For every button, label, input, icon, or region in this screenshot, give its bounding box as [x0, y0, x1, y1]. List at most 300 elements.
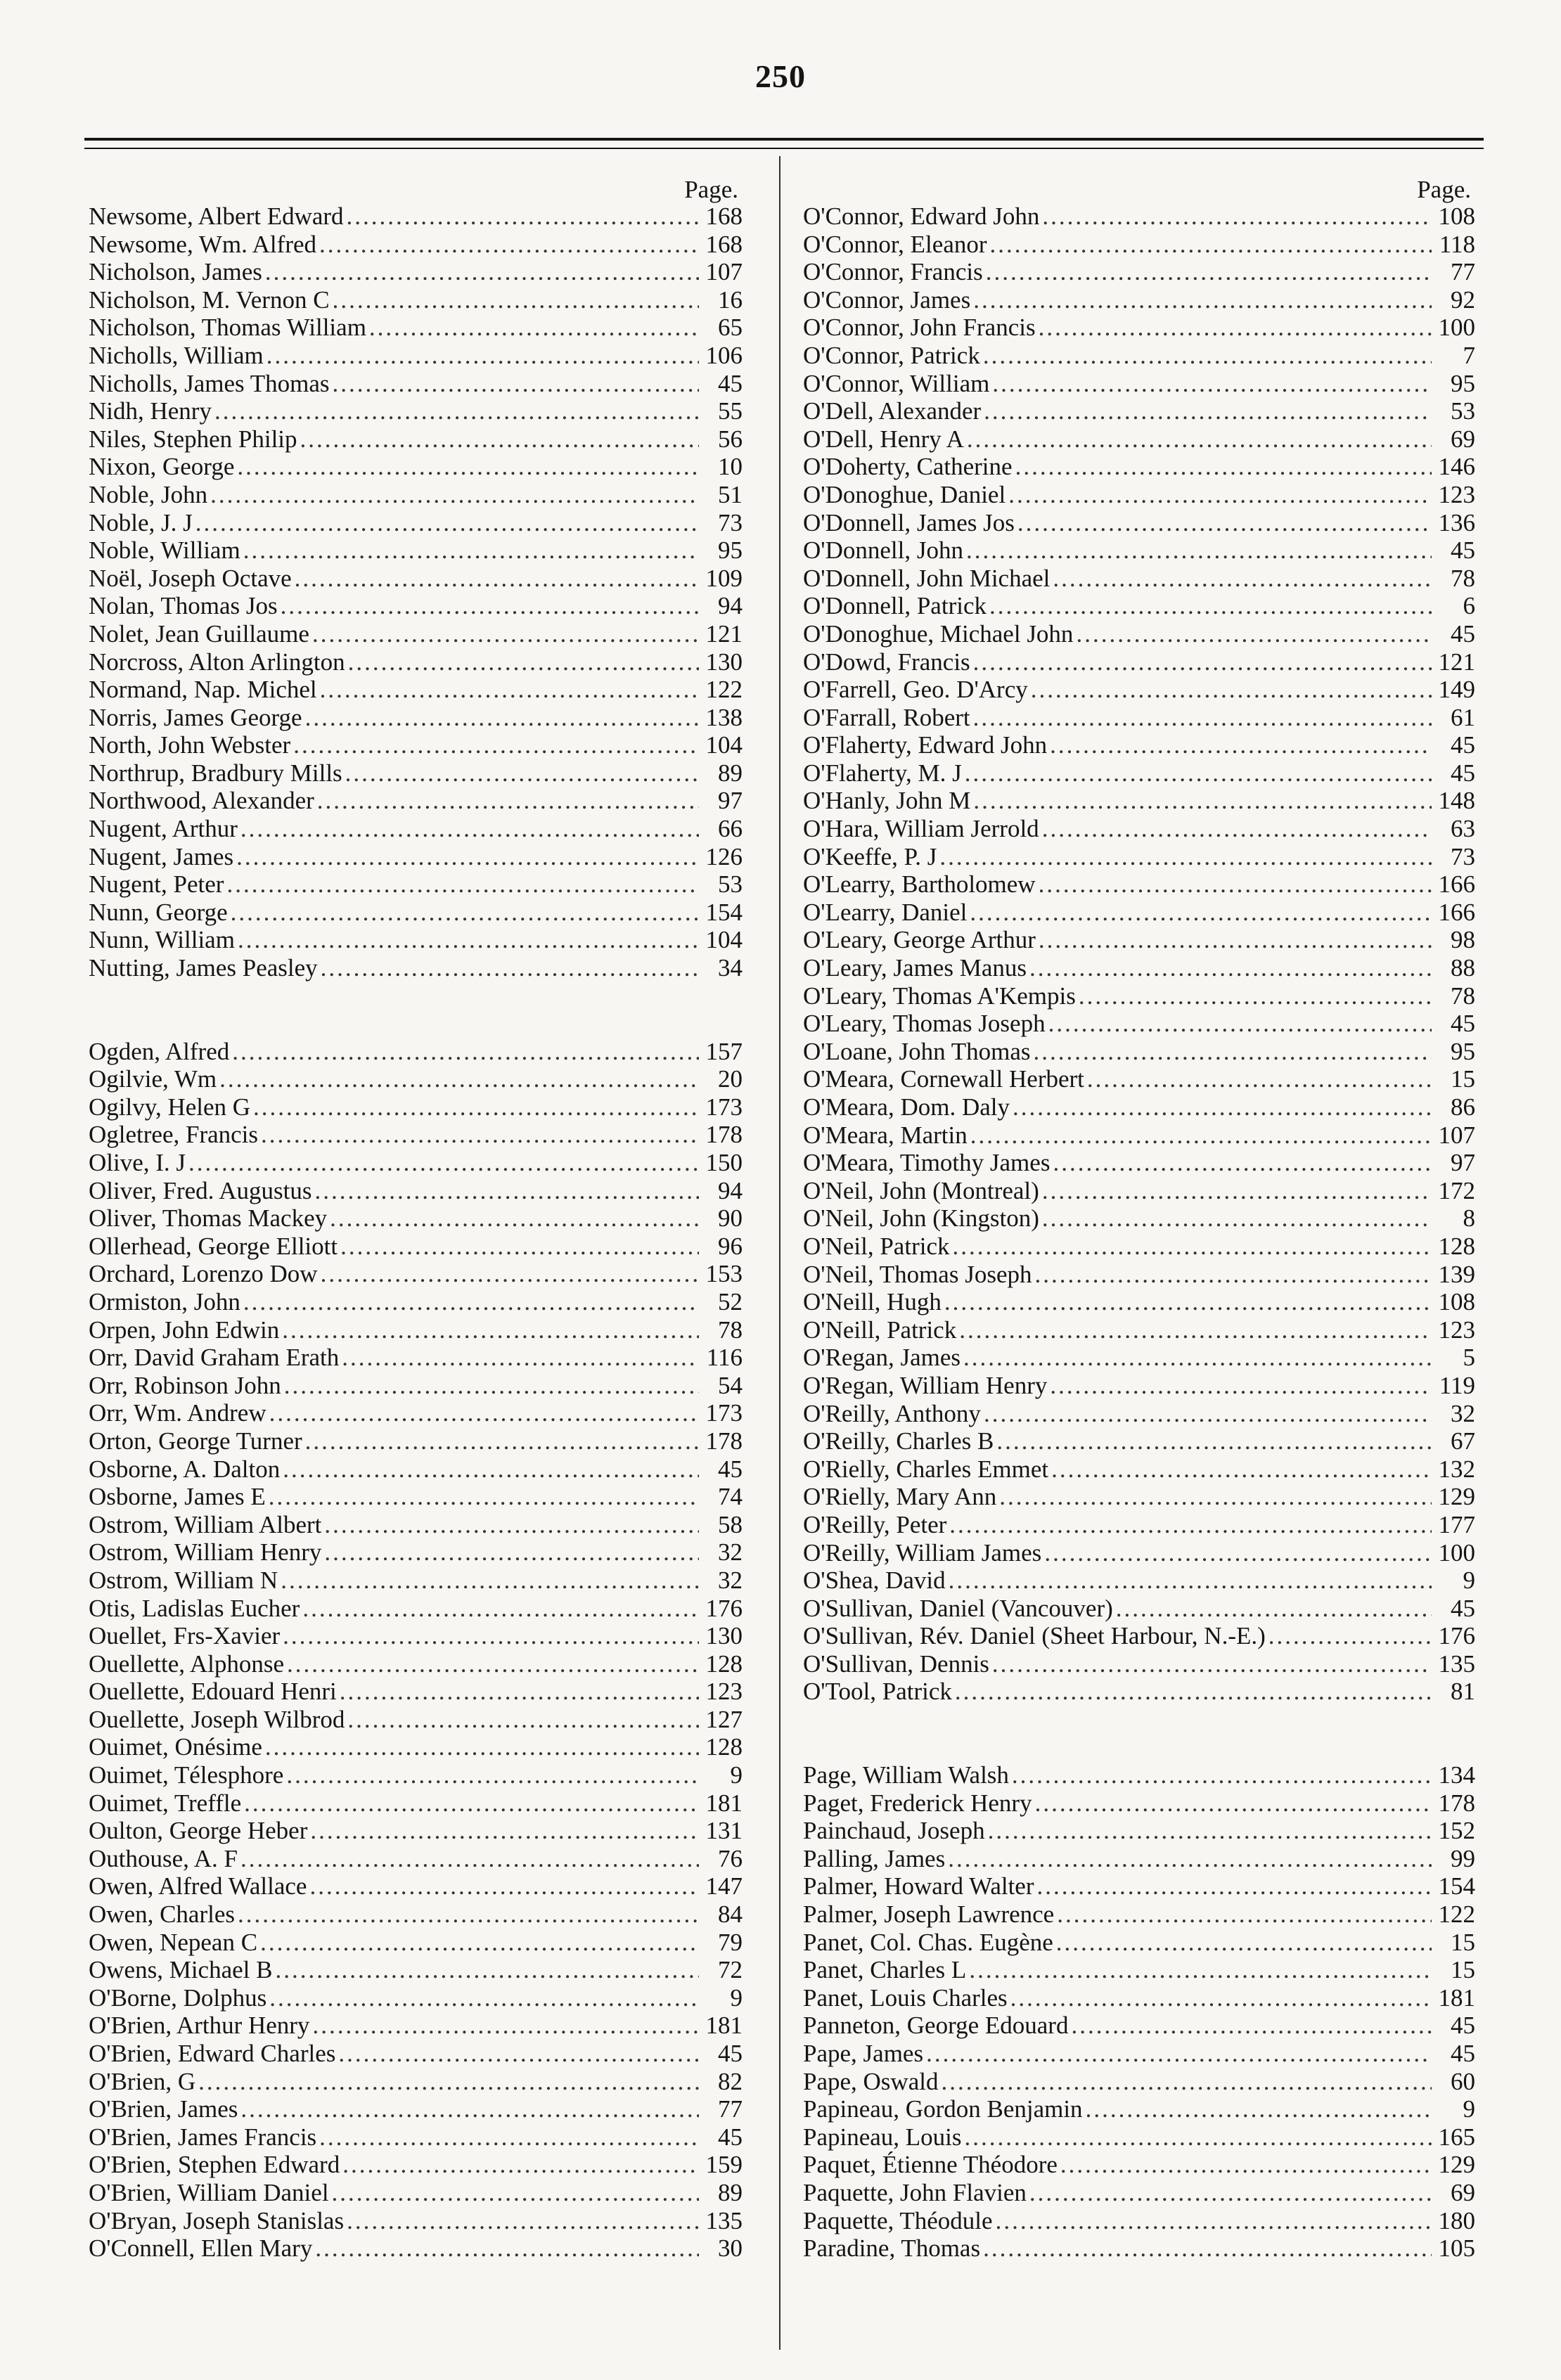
dot-leader	[983, 2234, 1432, 2263]
index-entry	[89, 1316, 743, 1344]
entry-page-number: 9	[1463, 1567, 1475, 1595]
index-entry	[89, 2151, 743, 2179]
entry-group-n	[89, 202, 743, 982]
entry-name: Nicholls, William	[89, 341, 264, 369]
index-entry	[803, 1622, 1475, 1650]
entry-page-number: 84	[718, 1900, 743, 1929]
dot-leader	[243, 536, 699, 565]
index-entry	[89, 954, 743, 982]
entry-page-number: 123	[1438, 1316, 1475, 1344]
entry-page-number: 34	[718, 954, 743, 982]
entry-name: Ouimet, Treffle	[89, 1789, 242, 1817]
dot-leader	[282, 1316, 699, 1344]
dot-leader	[949, 1567, 1432, 1595]
dot-leader	[1029, 954, 1432, 982]
entry-page-number: 32	[1451, 1399, 1475, 1427]
entry-name: Niles, Stephen Philip	[89, 425, 297, 453]
entry-name: Ouellette, Joseph Wilbrod	[89, 1705, 345, 1733]
entry-name: Paquette, Théodule	[803, 2206, 993, 2234]
dot-leader	[992, 1650, 1432, 1678]
dot-leader	[970, 1121, 1432, 1150]
entry-page-number: 97	[1451, 1149, 1475, 1177]
index-entry	[89, 1233, 743, 1261]
dot-leader	[1015, 453, 1432, 481]
entry-page-number: 139	[1438, 1260, 1475, 1288]
entry-name: Ostrom, William Albert	[89, 1510, 322, 1538]
entry-page-number: 165	[1438, 2123, 1475, 2151]
entry-name: Papineau, Gordon Benjamin	[803, 2095, 1083, 2123]
dot-leader	[1008, 481, 1432, 509]
entry-page-number: 76	[718, 1844, 743, 1872]
index-entry	[89, 2012, 743, 2040]
entry-page-number: 128	[705, 1649, 743, 1678]
entry-name: Pape, James	[803, 2040, 924, 2067]
index-entry	[89, 1567, 743, 1595]
dot-leader	[260, 1929, 699, 1957]
index-entry	[89, 1706, 743, 1734]
entry-name: Ouellette, Alphonse	[89, 1649, 285, 1678]
dot-leader	[959, 1316, 1432, 1344]
index-entry	[803, 1789, 1475, 1818]
entry-page-number: 123	[1438, 480, 1475, 508]
entry-name: North, John Webster	[89, 731, 291, 759]
dot-leader	[340, 1233, 699, 1261]
index-entry	[89, 258, 743, 286]
dot-leader	[320, 676, 699, 704]
entry-name: Ogden, Alfred	[89, 1037, 230, 1065]
entry-name: Ouimet, Onésime	[89, 1733, 262, 1761]
dot-leader	[283, 1622, 699, 1650]
entry-page-number: 96	[718, 1232, 743, 1260]
index-entry	[803, 954, 1475, 982]
dot-leader	[324, 1511, 699, 1539]
entry-page-number: 178	[705, 1121, 743, 1149]
index-entry	[803, 536, 1475, 565]
entry-name: O'Meara, Timothy James	[803, 1149, 1051, 1177]
entry-page-number: 178	[1438, 1789, 1475, 1817]
entry-page-number: 130	[705, 1622, 743, 1650]
dot-leader	[324, 1538, 699, 1567]
index-entry	[803, 1678, 1475, 1706]
entry-name: Noble, J. J	[89, 508, 193, 536]
index-entry	[89, 286, 743, 314]
entry-name: O'Reilly, Anthony	[803, 1399, 981, 1427]
entry-name: O'Connor, John Francis	[803, 314, 1036, 342]
entry-page-number: 116	[706, 1344, 743, 1372]
entry-page-number: 92	[1451, 285, 1475, 314]
entry-page-number: 45	[1451, 536, 1475, 565]
index-entry	[803, 1233, 1475, 1261]
index-entry	[803, 1872, 1475, 1900]
dot-leader	[319, 231, 699, 259]
index-entry	[803, 648, 1475, 676]
dot-leader	[275, 1956, 699, 1984]
dot-leader	[266, 342, 699, 370]
entry-page-number: 51	[718, 480, 743, 508]
entry-group-o	[89, 1038, 743, 2263]
dot-leader	[1053, 1149, 1432, 1177]
entry-page-number: 172	[1438, 1176, 1475, 1204]
entry-page-number: 99	[1451, 1844, 1475, 1872]
entry-name: O'Sullivan, Rév. Daniel (Sheet Harbour, N.-E.)	[803, 1622, 1266, 1650]
dot-leader	[984, 1400, 1432, 1428]
index-entry	[803, 704, 1475, 732]
entry-name: O'Tool, Patrick	[803, 1678, 952, 1706]
entry-page-number: 94	[718, 1176, 743, 1204]
entry-page-number: 149	[1438, 676, 1475, 704]
header-rule-thick	[84, 138, 1484, 141]
entry-name: Orpen, John Edwin	[89, 1316, 280, 1344]
index-entry	[803, 1316, 1475, 1344]
dot-leader	[321, 1260, 699, 1288]
index-entry	[803, 815, 1475, 843]
dot-leader	[253, 1093, 699, 1121]
index-entry	[89, 926, 743, 954]
entry-name: O'Dell, Alexander	[803, 397, 982, 425]
index-entry	[803, 1984, 1475, 2012]
dot-leader	[240, 815, 699, 843]
index-entry	[89, 370, 743, 398]
dot-leader	[965, 759, 1432, 787]
dot-leader	[1042, 1204, 1432, 1233]
dot-leader	[347, 2207, 699, 2235]
entry-name: O'Brien, James	[89, 2095, 238, 2123]
index-entry	[89, 1065, 743, 1093]
dot-leader	[1039, 926, 1432, 954]
index-entry	[89, 676, 743, 704]
entry-name: Norcross, Alton Arlington	[89, 648, 345, 676]
dot-leader	[340, 1678, 699, 1706]
entry-page-number: 108	[1438, 1288, 1475, 1316]
index-entry	[89, 1733, 743, 1761]
entry-page-number: 135	[705, 2206, 743, 2234]
dot-leader	[1071, 2012, 1432, 2040]
dot-leader	[1057, 1900, 1432, 1929]
entry-page-number: 121	[705, 619, 743, 648]
dot-leader	[317, 787, 699, 815]
dot-leader	[1035, 1789, 1432, 1818]
index-entry	[803, 2207, 1475, 2235]
entry-name: O'Learry, Daniel	[803, 898, 968, 926]
entry-name: Nidh, Henry	[89, 397, 212, 425]
index-entry	[803, 370, 1475, 398]
entry-name: Nunn, George	[89, 898, 228, 926]
index-entry	[89, 397, 743, 425]
entry-page-number: 157	[705, 1037, 743, 1065]
entry-name: O'Reilly, William James	[803, 1538, 1042, 1567]
entry-name: O'Shea, David	[803, 1567, 946, 1595]
dot-leader	[286, 1761, 699, 1789]
entry-page-number: 58	[718, 1510, 743, 1538]
index-entry	[89, 1121, 743, 1149]
index-entry	[803, 1817, 1475, 1845]
dot-leader	[1035, 1261, 1432, 1289]
entry-page-number: 181	[1438, 1983, 1475, 2012]
dot-leader	[1042, 815, 1432, 843]
index-entry	[89, 1900, 743, 1929]
entry-page-number: 55	[718, 397, 743, 425]
entry-page-number: 173	[705, 1399, 743, 1427]
entry-name: O'Brien, Arthur Henry	[89, 2012, 310, 2040]
index-entry	[803, 1900, 1475, 1929]
entry-page-number: 89	[718, 759, 743, 787]
entry-page-number: 107	[705, 258, 743, 286]
dot-leader	[238, 1900, 699, 1929]
index-entry	[89, 1929, 743, 1957]
index-entry	[803, 1177, 1475, 1205]
entry-name: Nutting, James Peasley	[89, 954, 318, 982]
dot-leader	[210, 481, 699, 509]
index-entry	[803, 231, 1475, 259]
entry-name: Nolan, Thomas Jos	[89, 592, 278, 620]
index-entry	[803, 2179, 1475, 2207]
entry-group-o-apostrophe	[803, 202, 1475, 1706]
entry-page-number: 94	[718, 592, 743, 620]
dot-leader	[240, 2095, 699, 2123]
entry-page-number: 56	[718, 425, 743, 453]
entry-page-number: 181	[705, 1789, 743, 1817]
index-entry	[89, 202, 743, 231]
dot-leader	[992, 370, 1432, 398]
entry-name: O'Regan, James	[803, 1344, 961, 1372]
dot-leader	[941, 2068, 1432, 2096]
entry-name: O'Reilly, Charles B	[803, 1427, 994, 1455]
index-entry	[89, 509, 743, 537]
index-entry	[803, 1261, 1475, 1289]
dot-leader	[269, 1984, 699, 2012]
dot-leader	[939, 843, 1432, 871]
index-entry	[89, 1288, 743, 1316]
index-entry	[89, 2234, 743, 2263]
entry-name: Nicholls, James Thomas	[89, 369, 330, 397]
entry-page-number: 45	[1451, 1594, 1475, 1622]
dot-leader	[244, 1789, 699, 1818]
index-entry	[803, 314, 1475, 342]
index-entry	[89, 481, 743, 509]
dot-leader	[312, 2012, 699, 2040]
entry-name: Newsome, Albert Edward	[89, 202, 344, 230]
entry-page-number: 135	[1438, 1649, 1475, 1678]
dot-leader	[261, 1121, 699, 1149]
dot-leader	[243, 1288, 699, 1316]
entry-page-number: 109	[705, 564, 743, 592]
entry-page-number: 53	[1451, 397, 1475, 425]
entry-name: O'Brien, Edward Charles	[89, 2040, 336, 2067]
entry-page-number: 146	[1438, 453, 1475, 481]
entry-name: Nicholson, M. Vernon C	[89, 285, 330, 314]
entry-page-number: 32	[718, 1566, 743, 1594]
index-entry	[89, 1956, 743, 1984]
entry-name: Owen, Charles	[89, 1900, 236, 1929]
entry-name: Ollerhead, George Elliott	[89, 1232, 338, 1260]
entry-name: Nixon, George	[89, 453, 235, 481]
index-entry	[803, 425, 1475, 454]
dot-leader	[988, 1817, 1432, 1845]
entry-page-number: 90	[718, 1204, 743, 1233]
entry-page-number: 159	[705, 2151, 743, 2179]
entry-page-number: 95	[1451, 369, 1475, 397]
index-entry	[89, 425, 743, 454]
entry-page-number: 131	[705, 1817, 743, 1845]
entry-page-number: 122	[1438, 1900, 1475, 1929]
index-entry	[89, 1149, 743, 1177]
dot-leader	[1042, 202, 1432, 231]
entry-name: Northrup, Bradbury Mills	[89, 759, 342, 787]
entry-page-number: 45	[1451, 619, 1475, 648]
dot-leader	[973, 286, 1432, 314]
entry-page-number: 9	[730, 1761, 743, 1789]
index-entry	[803, 342, 1475, 370]
entry-name: Palmer, Howard Walter	[803, 1872, 1034, 1900]
entry-page-number: 78	[1451, 564, 1475, 592]
dot-leader	[969, 1956, 1432, 1984]
entry-name: O'Learry, Bartholomew	[803, 870, 1036, 899]
entry-page-number: 104	[705, 731, 743, 759]
entry-name: Noble, John	[89, 480, 208, 508]
index-entry	[803, 258, 1475, 286]
entry-name: O'Hanly, John M	[803, 787, 971, 815]
entry-page-number: 45	[1451, 759, 1475, 787]
index-entry	[89, 843, 743, 871]
index-entry	[89, 592, 743, 620]
entry-page-number: 74	[718, 1483, 743, 1511]
index-entry	[803, 1929, 1475, 1957]
entry-page-number: 152	[1438, 1817, 1475, 1845]
index-entry	[803, 202, 1475, 231]
entry-name: Norris, James George	[89, 703, 302, 731]
index-entry	[803, 1567, 1475, 1595]
column-divider	[779, 156, 780, 2350]
entry-name: O'Donnell, James Jos	[803, 508, 1015, 536]
entry-page-number: 95	[718, 536, 743, 565]
index-entry	[803, 1344, 1475, 1372]
dot-leader	[305, 1427, 699, 1455]
entry-name: Orton, George Turner	[89, 1427, 302, 1455]
entry-name: O'Meara, Dom. Daly	[803, 1093, 1010, 1121]
dot-leader	[281, 592, 699, 620]
index-entry	[803, 1956, 1475, 1984]
entry-page-number: 86	[1451, 1093, 1475, 1121]
dot-leader	[342, 2151, 699, 2179]
entry-name: O'Neil, John (Montreal)	[803, 1176, 1039, 1204]
entry-name: Nolet, Jean Guillaume	[89, 619, 309, 648]
entry-page-number: 130	[705, 648, 743, 676]
index-entry	[803, 2012, 1475, 2040]
dot-leader	[281, 1567, 699, 1595]
index-entry	[89, 899, 743, 927]
entry-name: O'Neil, Thomas Joseph	[803, 1260, 1032, 1288]
entry-page-number: 9	[1463, 2095, 1475, 2123]
dot-leader	[989, 592, 1432, 620]
entry-name: O'Donnell, Patrick	[803, 592, 987, 620]
entry-name: Owens, Michael B	[89, 1956, 273, 1984]
entry-name: O'Neil, John (Kingston)	[803, 1204, 1039, 1233]
entry-page-number: 154	[1438, 1872, 1475, 1900]
index-entry	[89, 1622, 743, 1650]
index-entry	[803, 397, 1475, 425]
entry-name: Oliver, Fred. Augustus	[89, 1176, 312, 1204]
group-spacer	[803, 1706, 1475, 1761]
entry-name: Ouimet, Télesphore	[89, 1761, 284, 1789]
entry-name: Ouellet, Frs-Xavier	[89, 1622, 281, 1650]
dot-leader	[265, 258, 699, 286]
dot-leader	[333, 286, 699, 314]
entry-name: Olive, I. J	[89, 1149, 186, 1176]
entry-name: O'Doherty, Catherine	[803, 453, 1013, 481]
entry-name: Nunn, William	[89, 926, 235, 954]
entry-name: O'Meara, Martin	[803, 1121, 968, 1149]
index-entry	[89, 1678, 743, 1706]
entry-page-number: 82	[718, 2067, 743, 2095]
page-column-header: Page.	[684, 176, 738, 203]
entry-page-number: 61	[1451, 703, 1475, 731]
entry-page-number: 15	[1451, 1065, 1475, 1093]
index-entry	[803, 2123, 1475, 2151]
entry-page-number: 69	[1451, 425, 1475, 453]
entry-page-number: 45	[1451, 1010, 1475, 1038]
index-entry	[803, 982, 1475, 1010]
entry-name: Page, William Walsh	[803, 1761, 1009, 1789]
entry-page-number: 147	[705, 1872, 743, 1900]
entry-name: O'Brien, G	[89, 2067, 196, 2095]
index-entry	[89, 314, 743, 342]
entry-page-number: 54	[718, 1371, 743, 1399]
entry-name: O'Leary, Thomas A'Kempis	[803, 982, 1076, 1010]
index-entry	[803, 1038, 1475, 1066]
dot-leader	[347, 202, 699, 231]
dot-leader	[1013, 1093, 1432, 1121]
entry-name: O'Connor, Edward John	[803, 202, 1040, 230]
dot-leader	[302, 1595, 699, 1623]
entry-name: Painchaud, Joseph	[803, 1817, 985, 1845]
index-entry	[89, 1538, 743, 1567]
entry-name: Orr, Robinson John	[89, 1371, 281, 1399]
entry-page-number: 138	[705, 703, 743, 731]
dot-leader	[949, 1511, 1432, 1539]
dot-leader	[1039, 870, 1432, 899]
index-entry	[89, 2095, 743, 2123]
entry-page-number: 52	[718, 1287, 743, 1316]
dot-leader	[348, 648, 699, 676]
index-entry	[803, 1121, 1475, 1150]
entry-page-number: 45	[718, 1455, 743, 1483]
dot-leader	[1060, 2151, 1432, 2179]
index-entry	[89, 815, 743, 843]
dot-leader	[1044, 1539, 1432, 1567]
entry-name: Papineau, Louis	[803, 2123, 962, 2151]
index-entry	[89, 1595, 743, 1623]
dot-leader	[236, 843, 699, 871]
entry-page-number: 67	[1451, 1427, 1475, 1455]
entry-page-number: 119	[1439, 1371, 1475, 1399]
entry-name: O'Keeffe, P. J	[803, 842, 937, 870]
entry-name: O'Rielly, Mary Ann	[803, 1483, 997, 1511]
entry-page-number: 108	[1438, 202, 1475, 230]
entry-page-number: 9	[730, 1983, 743, 2012]
entry-name: Paquette, John Flavien	[803, 2178, 1027, 2206]
dot-leader	[984, 397, 1432, 425]
dot-leader	[1034, 1038, 1432, 1066]
index-entry	[803, 2040, 1475, 2068]
entry-name: Owen, Nepean C	[89, 1928, 258, 1956]
entry-page-number: 73	[718, 508, 743, 536]
entry-page-number: 168	[705, 202, 743, 230]
entry-page-number: 6	[1463, 592, 1475, 620]
dot-leader	[347, 1706, 699, 1734]
index-entry	[89, 1372, 743, 1400]
index-entry	[803, 1483, 1475, 1511]
dot-leader	[198, 2068, 699, 2096]
